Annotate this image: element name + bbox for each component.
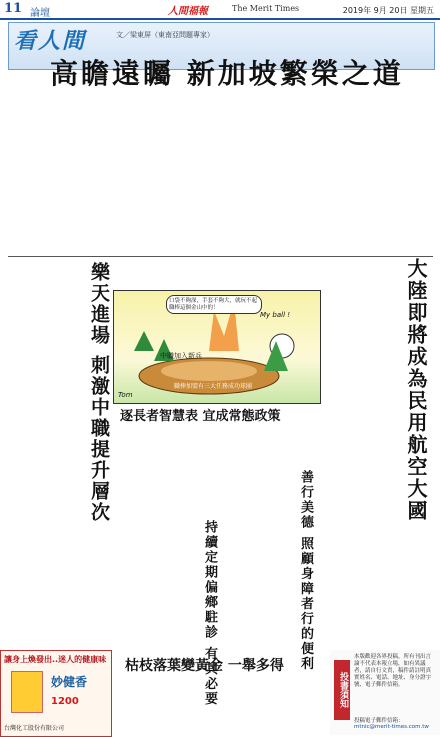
- headline-rakuten: 樂天進場 刺激中職提升層次: [88, 262, 110, 523]
- top-headline: 高瞻遠矚 新加坡繁榮之道: [50, 57, 404, 90]
- headline-rural-clinic: 持續定期偏鄉駐診 有其必要: [202, 520, 217, 707]
- info-title: 投書須知: [334, 660, 350, 720]
- product-bottle: [11, 671, 43, 713]
- rural-clinic-body: [113, 520, 197, 655]
- disability-body: [275, 470, 295, 650]
- section-name: 論壇: [30, 8, 50, 19]
- submission-info-box: [330, 650, 440, 735]
- cartoon-label: 中職加入新兵: [160, 352, 202, 360]
- speech-bubble-top: 口袋不夠深，手套不夠大，就玩不起職棒這個金山中的！: [166, 295, 262, 314]
- cartoon-signature: Tom: [118, 391, 133, 399]
- headline-elderly: 逐長者智慧表 宜成常態政策: [120, 409, 281, 424]
- page-number: 11: [4, 1, 23, 16]
- leaves-article-body: [113, 675, 327, 733]
- headline-leaves: 枯枝落葉變黃金 一舉多得: [125, 658, 284, 674]
- info-line-1: 本版歡迎各界投稿，所有刊出言論不代表本報立場，如有異議者，請自行文責，稿件請註明真實姓名、電話、地址、身分證字號、電子郵件信箱。: [354, 654, 432, 688]
- rakuten-article-body: [8, 262, 84, 642]
- divider: [8, 256, 433, 257]
- disability-body-2: [322, 470, 433, 645]
- cartoon-caption: 職棒加盟有三大任務成功球團: [174, 383, 253, 390]
- top-article-body: [8, 90, 433, 255]
- info-line-2: 投稿電子郵件信箱：: [354, 718, 404, 724]
- ad-product: 妙健香: [51, 675, 88, 689]
- headline-disability: 善行美德 照顧身障者行的便利: [298, 470, 313, 672]
- column-title: 看人間: [14, 28, 87, 54]
- newspaper-logo: 人間福報: [168, 6, 208, 17]
- ad-company: 台灣化工股份有限公司: [4, 725, 65, 732]
- column-author: 文／梁東屏（東南亞問題專家）: [116, 31, 214, 39]
- issue-date: 2019年 9月 20日 星期五: [342, 6, 434, 15]
- rural-clinic-body-2: [218, 520, 270, 655]
- advertisement: [0, 650, 112, 737]
- ad-headline: 讓身上煥發出..迷人的健康味: [4, 655, 107, 664]
- newspaper-logo-en: The Merit Times: [232, 4, 300, 13]
- editorial-cartoon: [113, 290, 321, 404]
- headline-aviation: 大陸即將成為民用航空大國: [404, 258, 428, 522]
- info-email[interactable]: mtnic@merit-times.com.tw: [354, 724, 429, 730]
- ad-price: 1200: [51, 696, 79, 707]
- speech-bubble-right: My ball !: [260, 311, 291, 319]
